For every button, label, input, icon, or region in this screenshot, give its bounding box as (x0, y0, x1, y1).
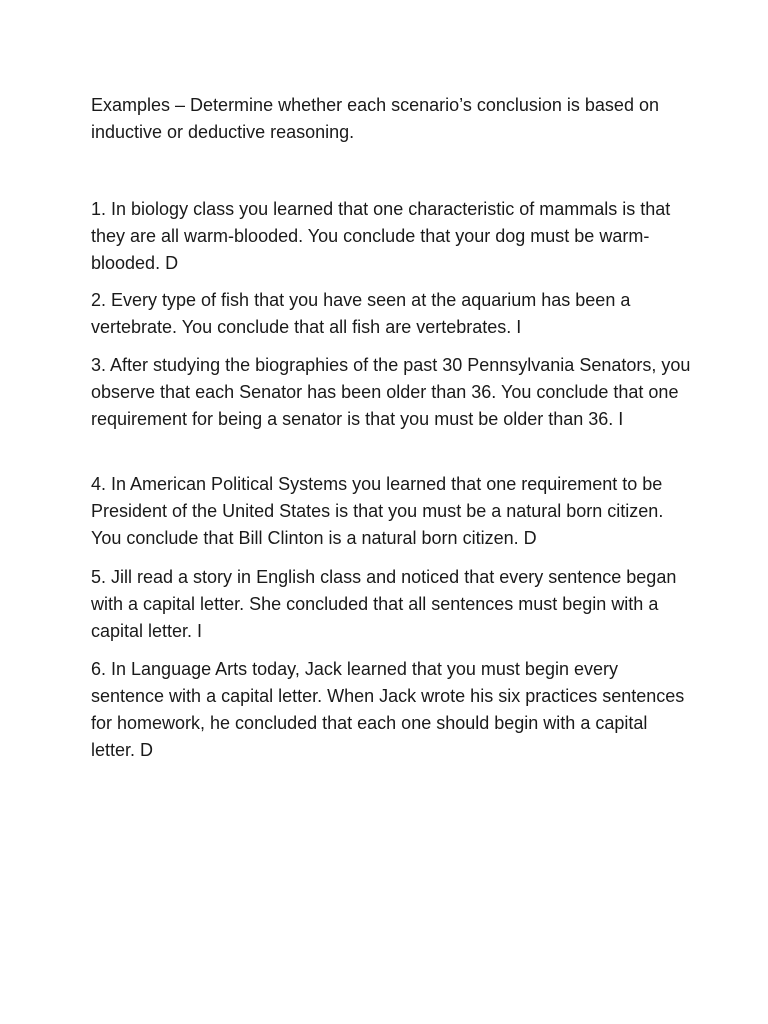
instructions-paragraph: Examples – Determine whether each scenario’s conclusion is based on inductive or deductive reasoning. (91, 95, 659, 142)
question-1: 1. In biology class you learned that one characteristic of mammals is that they are all warm-blooded. You conclude that your dog must be warm-blooded. D (91, 199, 671, 273)
question-5: 5. Jill read a story in English class and noticed that every sentence began with a capital letter. She concluded that all sentences must begin with a capital letter. I (91, 567, 677, 641)
question-3: 3. After studying the biographies of the past 30 Pennsylvania Senators, you observe that each Senator has been older than 36. You conclude that one requirement for being a senator is that you must be older than 36. I (91, 355, 691, 429)
question-2: 2. Every type of fish that you have seen at the aquarium has been a vertebrate. You conclude that all fish are vertebrates. I (91, 290, 631, 337)
question-4: 4. In American Political Systems you learned that one requirement to be President of the United States is that you must be a natural born citizen. You conclude that Bill Clinton is a natural born citizen. D (91, 474, 664, 548)
question-6: 6. In Language Arts today, Jack learned that you must begin every sentence with a capital letter. When Jack wrote his six practices sentences for homework, he concluded that each one should begin with a capital letter. D (91, 659, 685, 760)
